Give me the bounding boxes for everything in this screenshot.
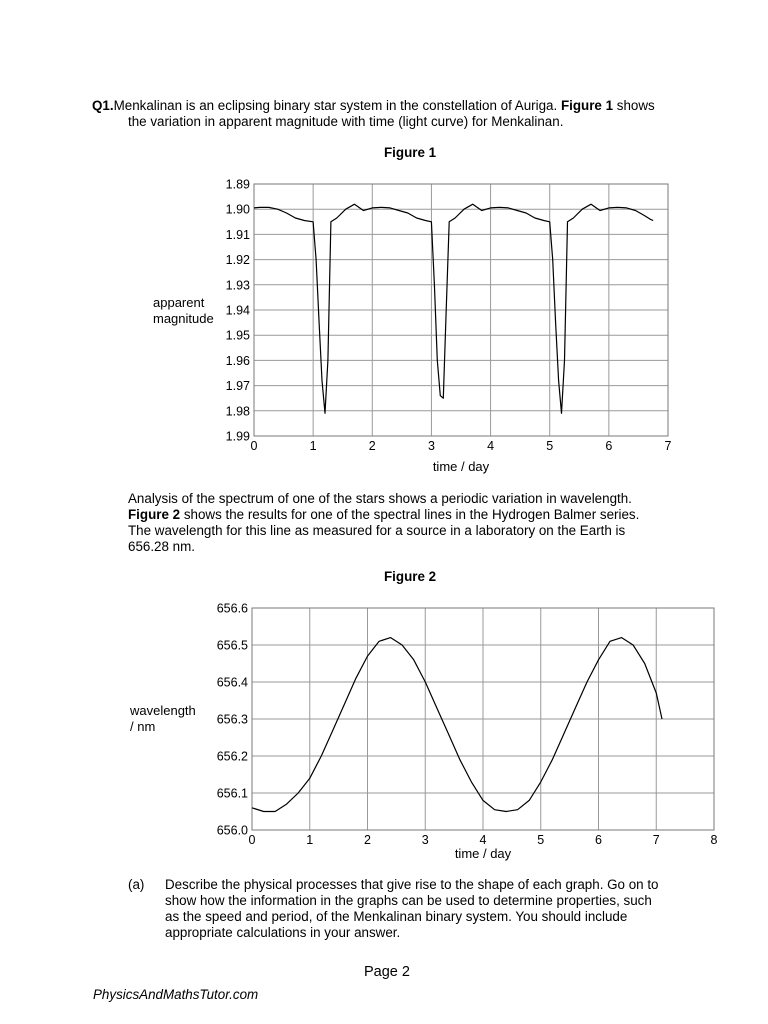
figure2-reference: Figure 2 [128,507,181,522]
part-a-line1: Describe the physical processes that give rise to the shape of each graph. Go on to [165,877,659,892]
analysis-line1: Analysis of the spectrum of one of the stars shows a periodic variation in wavelength. [128,491,632,506]
page-number: Page 2 [364,964,410,980]
y-tick-label: 1.92 [225,253,250,268]
x-tick-label: 1 [306,833,314,847]
x-tick-label: 0 [248,833,256,847]
series-line [252,638,662,812]
question-intro-text: Menkalinan is an eclipsing binary star system in the constellation of Auriga. [113,98,561,113]
x-tick-label: 6 [605,439,613,453]
y-axis-label-line2: / nm [130,719,156,734]
analysis-line3: The wavelength for this line as measured for a source in a laboratory on the Earth is [128,523,626,538]
analysis-line2-text: shows the results for one of the spectral lines in the Hydrogen Balmer series. [180,507,640,522]
figure1-title: Figure 1 [384,145,437,160]
y-tick-label: 1.98 [225,404,250,419]
x-tick-label: 4 [479,833,487,847]
x-tick-label: 8 [710,833,718,847]
part-a-line3: as the speed and period, of the Menkalinan binary system. You should include [165,909,628,924]
y-axis-label-line1: apparent [153,295,205,310]
x-axis-label: time / day [432,459,490,474]
x-tick-label: 2 [368,439,376,453]
footer-site: PhysicsAndMathsTutor.com [93,987,259,1002]
y-tick-label: 1.96 [225,353,250,368]
x-tick-label: 7 [652,833,660,847]
x-tick-label: 6 [595,833,602,847]
y-tick-label: 1.95 [225,328,250,343]
x-axis-label: time / day [454,846,512,861]
figure2-title: Figure 2 [384,569,437,584]
x-tick-label: 5 [537,833,545,847]
y-tick-label: 1.97 [225,379,250,394]
x-tick-label: 3 [427,439,435,453]
x-tick-label: 2 [364,833,371,847]
y-tick-label: 1.91 [225,227,250,242]
question-intro-text-end: shows [613,98,655,113]
y-tick-label: 656.5 [216,638,248,653]
y-tick-label: 1.90 [225,202,250,217]
x-tick-label: 1 [309,439,317,453]
y-tick-label: 656.1 [216,786,248,801]
y-tick-label: 656.3 [216,712,248,727]
x-tick-label: 7 [664,439,672,453]
question-number: Q1. [92,98,114,113]
question-intro-line2: the variation in apparent magnitude with time (light curve) for Menkalinan. [128,114,564,129]
y-tick-label: 1.94 [225,303,250,318]
y-tick-label: 656.6 [216,601,248,616]
analysis-line4: 656.28 nm. [128,539,195,554]
y-tick-label: 1.99 [225,429,250,444]
figure1-reference: Figure 1 [560,98,614,113]
y-tick-label: 656.0 [216,823,248,838]
y-tick-label: 656.4 [216,675,248,690]
y-axis-label-line1: wavelength [130,703,196,718]
part-a-line2: show how the information in the graphs can be used to determine properties, such [165,893,652,908]
y-tick-label: 1.93 [225,278,250,293]
x-tick-label: 4 [487,439,495,453]
part-a-line4: appropriate calculations in your answer. [165,925,401,940]
x-tick-label: 0 [250,439,258,453]
y-tick-label: 1.89 [225,177,250,192]
part-a-label: (a) [128,877,145,892]
x-tick-label: 3 [421,833,429,847]
x-tick-label: 5 [546,439,554,453]
y-axis-label-line2: magnitude [153,311,214,326]
y-tick-label: 656.2 [216,749,248,764]
part-a-text [165,877,705,941]
